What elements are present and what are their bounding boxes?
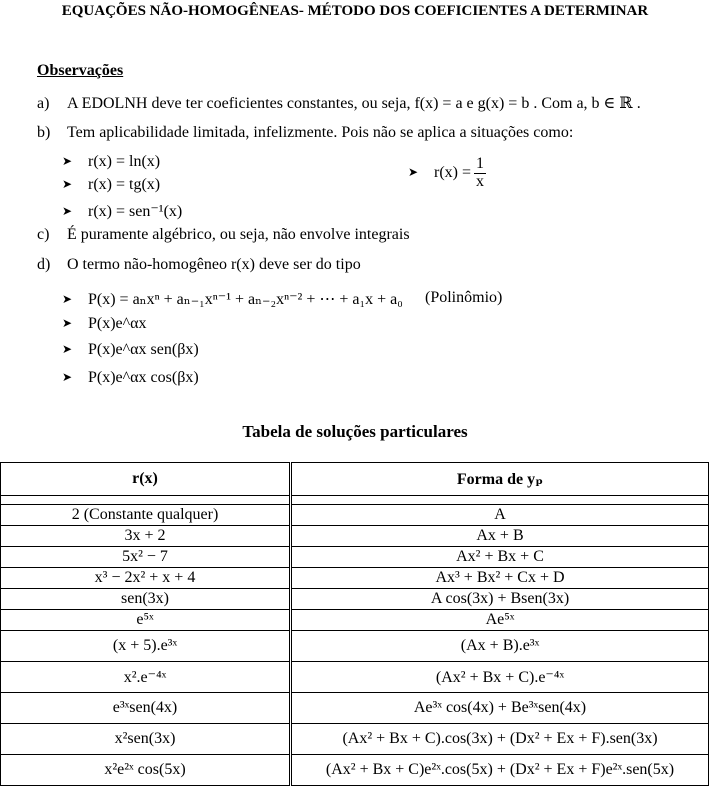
spacer-row [1,496,709,505]
fraction [474,156,486,191]
cell-rx: (x + 5).e³ˣ [1,631,291,662]
arrow-bullet-icon: ➤ [62,316,73,330]
item-letter: c) [37,226,50,243]
arrow-bullet-icon: ➤ [408,164,419,179]
item-text: P(x)e^αx [88,315,147,332]
item-letter: a) [37,95,50,112]
table-row [1,755,709,786]
cell-yp: A [291,505,709,526]
table-row [1,724,709,755]
list-item [62,369,199,387]
cell-yp: (Ax + B).e³ˣ [291,631,709,662]
cell-yp: (Ax² + Bx + C).cos(3x) + (Dx² + Ex + F).sen(3x) [291,724,709,755]
cell-yp: (Ax² + Bx + C).e⁻⁴ˣ [291,662,709,693]
cell-rx: sen(3x) [1,589,291,610]
solutions-table [0,462,709,786]
item-text: P(x)e^αx sen(βx) [88,341,199,358]
table-row [1,547,709,568]
table-row [1,526,709,547]
cell-yp: (Ax² + Bx + C)e²ˣ.cos(5x) + (Dx² + Ex + F)e²ˣ.sen(5x) [291,755,709,786]
item-letter: b) [37,124,51,141]
page-title: EQUAÇÕES NÃO-HOMOGÊNEAS- MÉTODO DOS COEFICIENTES A DETERMINAR [61,3,649,19]
fraction-denominator: x [476,172,485,190]
cell-yp: Ax² + Bx + C [291,547,709,568]
cell-rx: e⁵ˣ [1,610,291,631]
arrow-bullet-icon: ➤ [62,370,73,384]
item-text: r(x) = sen⁻¹(x) [88,203,183,220]
observacao-d [37,256,361,274]
cell-rx: x².e⁻⁴ˣ [1,662,291,693]
observacao-d-text: O termo não-homogêneo r(x) deve ser do tipo [67,256,361,273]
table-row [1,631,709,662]
table-row [1,505,709,526]
table-row [1,610,709,631]
table-title: Tabela de soluções particulares [242,422,468,441]
item-text: r(x) = ln(x) [88,153,161,170]
list-item [62,201,182,221]
cell-yp: Ax + B [291,526,709,547]
observacao-b-text: Tem aplicabilidade limitada, infelizmente. Pois não se aplica a situações como: [67,124,574,141]
cell-rx: x³ − 2x² + x + 4 [1,568,291,589]
cell-yp: Ae⁵ˣ [291,610,709,631]
observacoes-heading: Observações [37,62,124,79]
list-item [62,153,160,171]
observacao-c [37,226,410,244]
cell-rx: 2 (Constante qualquer) [1,505,291,526]
arrow-bullet-icon: ➤ [62,292,73,306]
arrow-bullet-icon: ➤ [62,154,73,168]
cell-rx: 5x² − 7 [1,547,291,568]
list-item [62,315,147,333]
item-text: P(x)e^αx cos(βx) [88,369,199,386]
cell-rx: x²sen(3x) [1,724,291,755]
arrow-bullet-icon: ➤ [62,204,73,218]
item-text: r(x) = tg(x) [88,176,161,193]
item-letter: d) [37,256,51,273]
observacao-a [37,93,641,113]
table-header-row [1,463,709,496]
polinomio-note: (Polinômio) [425,289,503,306]
cell-rx: e³ˣsen(4x) [1,693,291,724]
column-header-yp: Forma de yₚ [291,463,709,496]
arrow-bullet-icon: ➤ [62,342,73,356]
cell-yp: Ax³ + Bx² + Cx + D [291,568,709,589]
table-row [1,589,709,610]
item-text: r(x) = [434,163,472,181]
cell-rx: 3x + 2 [1,526,291,547]
list-item [62,289,403,309]
cell-yp: Ae³ˣ cos(4x) + Be³ˣsen(4x) [291,693,709,724]
cell-yp: A cos(3x) + Bsen(3x) [291,589,709,610]
list-item [62,176,160,194]
table-row [1,662,709,693]
cell-rx: x²e²ˣ cos(5x) [1,755,291,786]
observacao-c-text: É puramente algébrico, ou seja, não envolve integrais [67,226,410,243]
arrow-bullet-icon: ➤ [62,177,73,191]
list-item [62,341,199,359]
table-row [1,693,709,724]
table-row [1,568,709,589]
observacao-a-text: A EDOLNH deve ter coeficientes constantes, ou seja, f(x) = a e g(x) = b . Com a, b ∈ ℝ . [67,95,641,112]
column-header-rx: r(x) [1,463,291,496]
fraction-numerator: 1 [476,155,485,172]
observacao-b [37,124,573,142]
item-text: P(x) = aₙxⁿ + aₙ₋₁xⁿ⁻¹ + aₙ₋₂xⁿ⁻² + ⋯ + a₁x + a₀ [88,291,403,308]
list-item [408,156,486,191]
